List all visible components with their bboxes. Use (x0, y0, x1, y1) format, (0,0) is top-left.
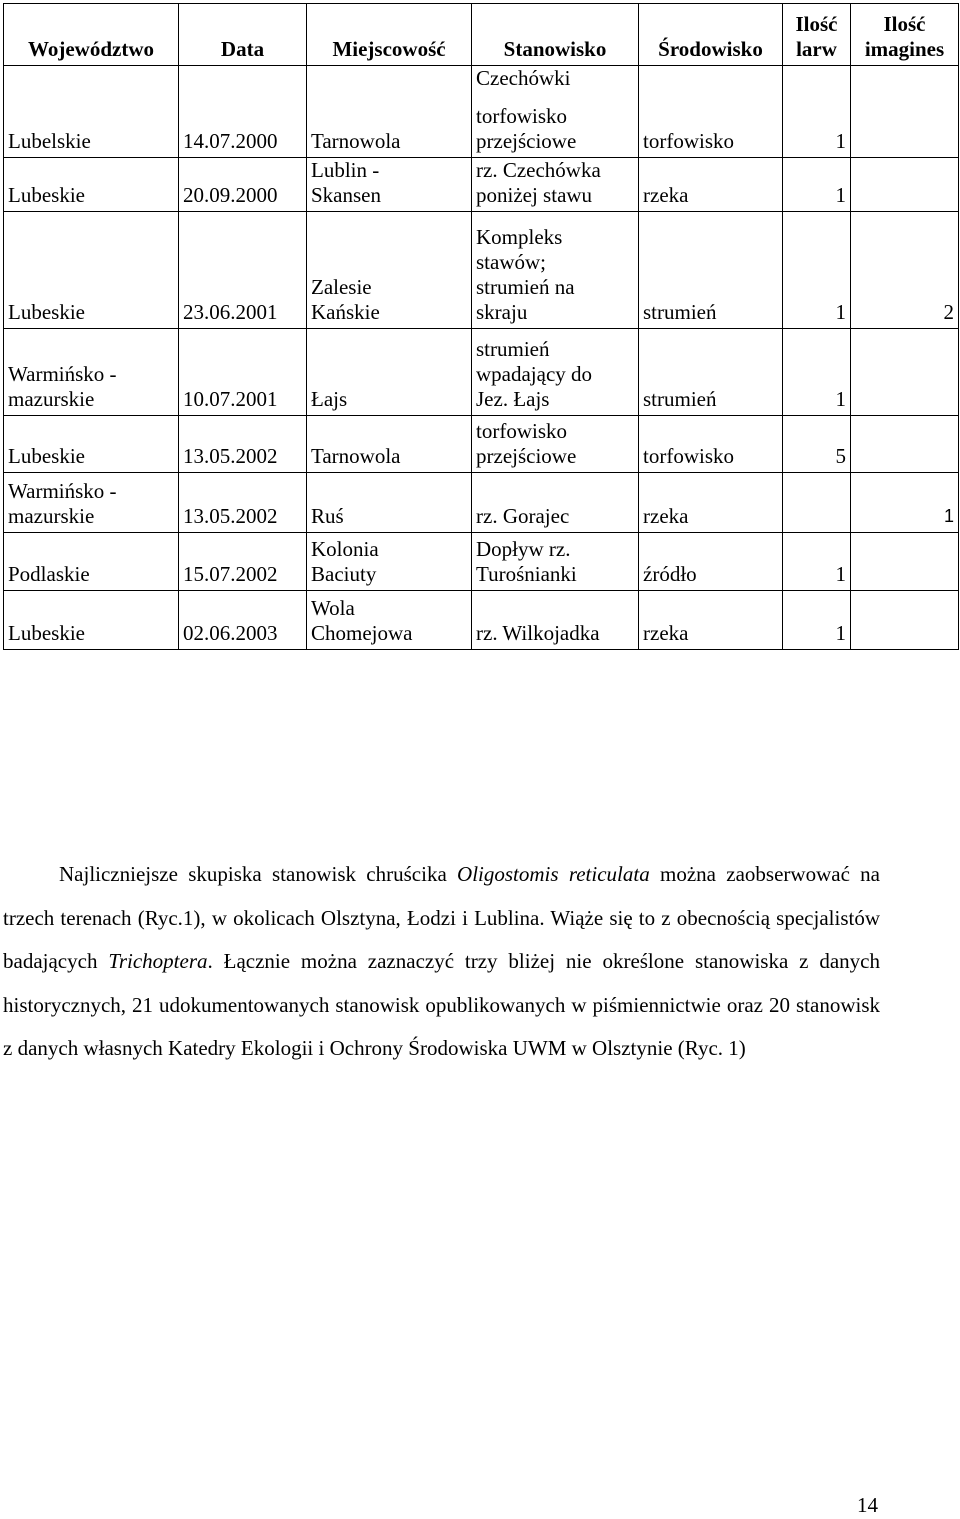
table-row (4, 591, 959, 650)
cell-imagines: 2 (851, 212, 959, 329)
cell-wojewodztwo: Podlaskie (4, 533, 179, 591)
cell-imagines (851, 158, 959, 212)
cell-srodowisko: rzeka (639, 591, 783, 650)
table-row (4, 473, 959, 533)
species-records-table (3, 3, 959, 650)
cell-wojewodztwo: Lubeskie (4, 212, 179, 329)
cell-larwy: 1 (783, 591, 851, 650)
cell-larwy (783, 473, 851, 533)
cell-larwy: 1 (783, 212, 851, 329)
cell-miejscowosc: Kolonia Baciuty (307, 533, 472, 591)
cell-miejscowosc: Ruś (307, 473, 472, 533)
paragraph-text-1: Najliczniejsze skupiska stanowisk chruścika (59, 862, 458, 886)
cell-imagines (851, 66, 959, 158)
species-name: Oligostomis reticulata (457, 862, 650, 886)
cell-wojewodztwo: Lubeskie (4, 591, 179, 650)
paragraph-text-3: . Łącznie można zaznaczyć trzy bliżej nie określone stanowiska z danych historycznych, 21 udokumentowanych stanowisk opublikowanych w piśmiennictwie oraz 20 stanowisk z danych własnych Katedry Ekologii i Ochrony Środowiska UWM w Olsztynie (Ryc. 1) (3, 949, 880, 1060)
cell-srodowisko: torfowisko (639, 66, 783, 158)
cell-larwy: 1 (783, 66, 851, 158)
stanowisko-continuation: Czechówki (476, 66, 571, 90)
cell-stanowisko: Kompleks stawów; strumień na skraju (472, 212, 639, 329)
table-row (4, 212, 959, 329)
cell-imagines: 1 (851, 473, 959, 533)
cell-stanowisko (472, 66, 639, 158)
table-row (4, 329, 959, 416)
cell-stanowisko: rz. Wilkojadka (472, 591, 639, 650)
cell-stanowisko: Dopływ rz. Turośnianki (472, 533, 639, 591)
cell-imagines (851, 591, 959, 650)
cell-srodowisko: źródło (639, 533, 783, 591)
cell-larwy: 5 (783, 416, 851, 473)
cell-wojewodztwo: Warmińsko - mazurskie (4, 329, 179, 416)
cell-data: 13.05.2002 (179, 473, 307, 533)
cell-data: 10.07.2001 (179, 329, 307, 416)
cell-data: 15.07.2002 (179, 533, 307, 591)
cell-wojewodztwo: Lubelskie (4, 66, 179, 158)
stanowisko-text: torfowisko przejściowe (476, 104, 577, 153)
header-wojewodztwo: Województwo (4, 4, 179, 66)
table-row (4, 158, 959, 212)
cell-data: 02.06.2003 (179, 591, 307, 650)
table-row (4, 66, 959, 158)
cell-data: 20.09.2000 (179, 158, 307, 212)
cell-imagines (851, 329, 959, 416)
cell-imagines (851, 416, 959, 473)
page-number: 14 (857, 1493, 878, 1517)
table-header-row (4, 4, 959, 66)
cell-miejscowosc: Lublin - Skansen (307, 158, 472, 212)
cell-srodowisko: strumień (639, 212, 783, 329)
cell-srodowisko: torfowisko (639, 416, 783, 473)
cell-stanowisko: rz. Czechówka poniżej stawu (472, 158, 639, 212)
header-imagines: Ilość imagines (851, 4, 959, 66)
cell-miejscowosc: Tarnowola (307, 66, 472, 158)
paragraph-text-2: można zaobserwować na trzech terenach (Ryc.1), w okolicach Olsztyna, Łodzi i Lublina. Wiąże się to z obecnością specjalistów badających (3, 862, 880, 973)
cell-srodowisko: strumień (639, 329, 783, 416)
cell-miejscowosc: Wola Chomejowa (307, 591, 472, 650)
cell-wojewodztwo: Lubeskie (4, 158, 179, 212)
cell-stanowisko: torfowisko przejściowe (472, 416, 639, 473)
cell-imagines (851, 533, 959, 591)
body-paragraph (3, 853, 880, 1071)
header-srodowisko: Środowisko (639, 4, 783, 66)
cell-larwy: 1 (783, 533, 851, 591)
cell-wojewodztwo: Lubeskie (4, 416, 179, 473)
cell-larwy: 1 (783, 329, 851, 416)
cell-data: 13.05.2002 (179, 416, 307, 473)
header-larwy: Ilość larw (783, 4, 851, 66)
cell-stanowisko: strumień wpadający do Jez. Łajs (472, 329, 639, 416)
table-row (4, 416, 959, 473)
cell-miejscowosc: Łajs (307, 329, 472, 416)
header-data: Data (179, 4, 307, 66)
table-row (4, 533, 959, 591)
cell-srodowisko: rzeka (639, 158, 783, 212)
order-name: Trichoptera (108, 949, 208, 973)
header-stanowisko: Stanowisko (472, 4, 639, 66)
cell-data: 23.06.2001 (179, 212, 307, 329)
cell-miejscowosc: Zalesie Kańskie (307, 212, 472, 329)
cell-data: 14.07.2000 (179, 66, 307, 158)
cell-stanowisko: rz. Gorajec (472, 473, 639, 533)
cell-miejscowosc: Tarnowola (307, 416, 472, 473)
cell-larwy: 1 (783, 158, 851, 212)
cell-wojewodztwo: Warmińsko - mazurskie (4, 473, 179, 533)
cell-srodowisko: rzeka (639, 473, 783, 533)
header-miejscowosc: Miejscowość (307, 4, 472, 66)
